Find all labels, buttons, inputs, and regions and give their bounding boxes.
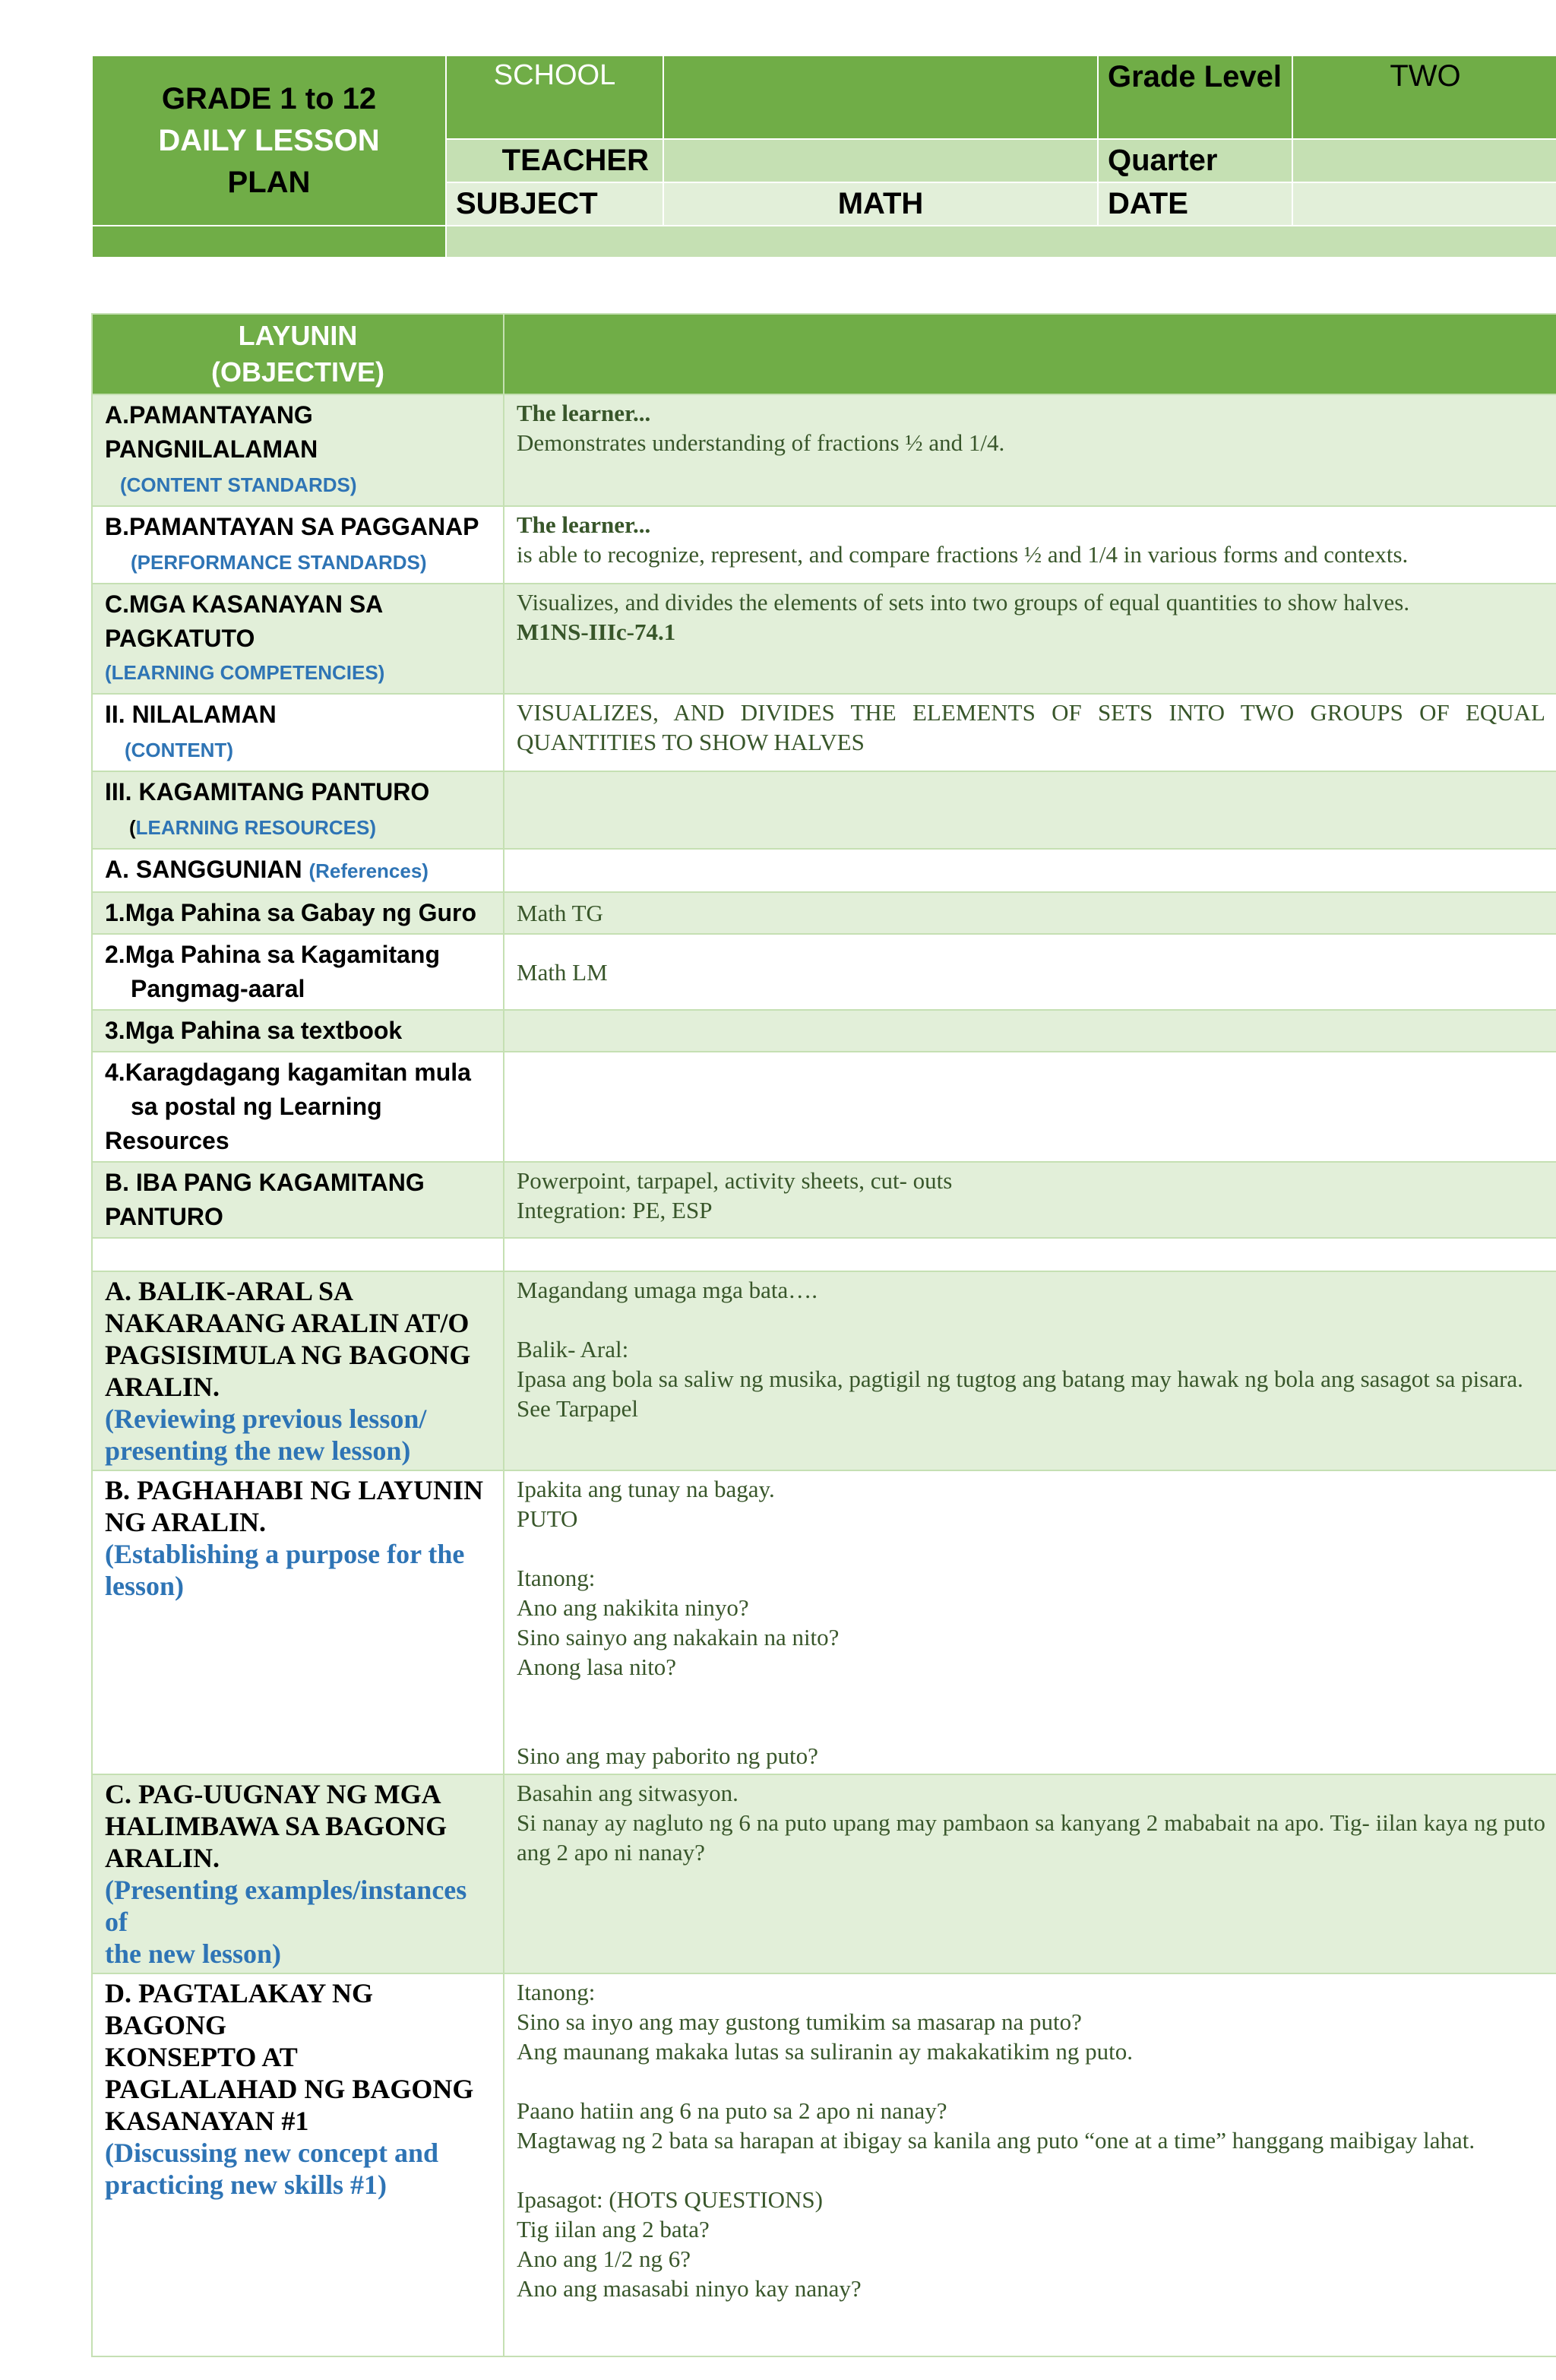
header-spacer-left [92, 226, 446, 258]
review-title: A. BALIK-ARAL SA NAKARAANG ARALIN AT/O PAGSISIMULA NG BAGONG ARALIN. [105, 1276, 471, 1402]
learning-resources-row [92, 771, 1556, 849]
examples-line-2: Si nanay ay nagluto ng 6 na puto upang may pambaon sa kanyang 2 mababait na apo. Tig- iilan kaya ng puto ang 2 apo ni nanay? [517, 1809, 1545, 1866]
lm-pages-row [92, 934, 1556, 1010]
review-greeting: Magandang umaga mga bata…. [517, 1277, 818, 1303]
references-sublabel: (References) [308, 859, 429, 882]
additional-materials-title-2: sa postal ng Learning [131, 1093, 382, 1120]
date-value[interactable] [1292, 182, 1556, 226]
tg-pages-value: Math TG [504, 892, 1556, 934]
discussion-hots: Ipasagot: (HOTS QUESTIONS) [517, 2186, 823, 2213]
lm-pages-title-1: 2.Mga Pahina sa Kagamitang [105, 941, 441, 968]
content-standards-sublabel: (CONTENT STANDARDS) [120, 473, 357, 496]
content-title: II. NILALAMAN [105, 701, 277, 728]
purpose-title: B. PAGHAHABI NG LAYUNIN NG ARALIN. [105, 1475, 484, 1537]
learning-resources-sublabel: LEARNING RESOURCES) [135, 816, 377, 839]
additional-materials-label [92, 1052, 504, 1162]
purpose-question-4: Sino ang may paborito ng puto? [517, 1742, 818, 1769]
title-line-3: PLAN [227, 165, 311, 199]
tg-pages-row [92, 892, 1556, 934]
review-heading: Balik- Aral: [517, 1336, 629, 1362]
discussion-hots-2: Ano ang 1/2 ng 6? [517, 2245, 691, 2272]
teacher-label: TEACHER [446, 139, 663, 182]
learning-competencies-title: C.MGA KASANAYAN SA PAGKATUTO [105, 590, 383, 652]
performance-standards-row [92, 506, 1556, 584]
examples-sublabel-2: the new lesson) [105, 1938, 281, 1969]
content-standards-row [92, 394, 1556, 506]
learning-competencies-sublabel: (LEARNING COMPETENCIES) [105, 661, 385, 684]
purpose-question-3: Anong lasa nito? [517, 1654, 677, 1680]
examples-title: C. PAG-UUGNAY NG MGA HALIMBAWA SA BAGONG ARALIN. [105, 1779, 448, 1873]
performance-standards-sublabel: (PERFORMANCE STANDARDS) [131, 551, 427, 574]
references-label [92, 849, 504, 892]
tg-pages-label: 1.Mga Pahina sa Gabay ng Guro [92, 892, 504, 934]
grade-level-value: TWO [1292, 55, 1556, 139]
purpose-question-2: Sino sainyo ang nakakain na nito? [517, 1624, 840, 1650]
learning-resources-title: III. KAGAMITANG PANTURO [105, 778, 430, 805]
other-materials-line-2: Integration: PE, ESP [517, 1197, 713, 1223]
spacer-row [92, 1238, 1556, 1271]
content-label [92, 694, 504, 771]
lm-pages-value: Math LM [504, 934, 1556, 1010]
review-label [92, 1271, 504, 1470]
learning-competencies-text: Visualizes, and divides the elements of sets into two groups of equal quantities to show halves. [517, 589, 1410, 616]
discussion-ask: Itanong: [517, 1979, 596, 2005]
spacer-left [92, 1238, 504, 1271]
content-standards-lead: The learner... [517, 400, 651, 426]
purpose-row [92, 1470, 1556, 1774]
content-standards-title: A.PAMANTAYANG PANGNILALAMAN [105, 401, 318, 463]
objective-heading-line-2: (OBJECTIVE) [210, 356, 385, 388]
learning-resources-value [504, 771, 1556, 849]
objective-heading-line-1: LAYUNIN [238, 320, 358, 351]
title-line-2: DAILY LESSON [158, 123, 380, 157]
subject-value: MATH [663, 182, 1098, 226]
discussion-question-1: Sino sa inyo ang may gustong tumikim sa masarap na puto? [517, 2008, 1082, 2035]
review-sublabel: (Reviewing previous lesson/ presenting the new lesson) [105, 1404, 427, 1466]
examples-sublabel-1: (Presenting examples/instances of [105, 1875, 467, 1937]
date-label: DATE [1098, 182, 1292, 226]
header-spacer-right [446, 226, 1556, 258]
discussion-sublabel: (Discussing new concept and practicing new skills #1) [105, 2138, 439, 2200]
discussion-label [92, 1973, 504, 2356]
references-row [92, 849, 1556, 892]
discussion-question-4: Magtawag ng 2 bata sa harapan at ibigay sa kanila ang puto “one at a time” hanggang maibigay lahat. [517, 2127, 1475, 2154]
textbook-pages-label: 3.Mga Pahina sa textbook [92, 1010, 504, 1052]
purpose-ask: Itanong: [517, 1565, 596, 1591]
learning-competencies-value [504, 584, 1556, 694]
review-note: See Tarpapel [517, 1395, 638, 1422]
grade-level-label: Grade Level [1098, 55, 1292, 139]
performance-standards-text: is able to recognize, represent, and compare fractions ½ and 1/4 in various forms and contexts. [517, 541, 1409, 568]
objective-heading [92, 314, 504, 394]
spacer-right [504, 1238, 1556, 1271]
additional-materials-title-1: 4.Karagdagang kagamitan mula [105, 1059, 471, 1086]
school-label: SCHOOL [446, 55, 663, 139]
discussion-title-2: KONSEPTO AT PAGLALAHAD NG BAGONG KASANAYAN #1 [105, 2042, 474, 2136]
performance-standards-label [92, 506, 504, 584]
content-standards-text: Demonstrates understanding of fractions ½ and 1/4. [517, 429, 1005, 456]
header-table [91, 55, 1556, 258]
teacher-value[interactable] [663, 139, 1098, 182]
discussion-value [504, 1973, 1556, 2356]
purpose-question-1: Ano ang nakikita ninyo? [517, 1594, 749, 1621]
lm-pages-title-2: Pangmag-aaral [131, 975, 305, 1002]
content-row [92, 694, 1556, 771]
purpose-line-2: PUTO [517, 1505, 578, 1532]
purpose-sublabel: (Establishing a purpose for the lesson) [105, 1539, 465, 1601]
learning-resources-label [92, 771, 504, 849]
learning-competencies-row [92, 584, 1556, 694]
other-materials-value [504, 1162, 1556, 1238]
discussion-question-3: Paano hatiin ang 6 na puto sa 2 apo ni nanay? [517, 2097, 947, 2124]
learning-resources-paren: ( [129, 816, 136, 839]
content-sublabel: (CONTENT) [125, 739, 233, 761]
other-materials-row [92, 1162, 1556, 1238]
references-title: A. SANGGUNIAN [105, 856, 302, 883]
references-value [504, 849, 1556, 892]
review-instruction: Ipasa ang bola sa saliw ng musika, pagtigil ng tugtog ang batang may hawak ng bola ang sasagot sa pisara. [517, 1366, 1523, 1392]
performance-standards-lead: The learner... [517, 511, 651, 538]
other-materials-line-1: Powerpoint, tarpapel, activity sheets, cut- outs [517, 1167, 953, 1194]
objective-heading-blank [504, 314, 1556, 394]
lesson-plan-table [91, 313, 1556, 2357]
performance-standards-title: B.PAMANTAYAN SA PAGGANAP [105, 513, 479, 540]
examples-row [92, 1774, 1556, 1973]
review-row [92, 1271, 1556, 1470]
discussion-hots-3: Ano ang masasabi ninyo kay nanay? [517, 2275, 862, 2302]
quarter-value[interactable] [1292, 139, 1556, 182]
other-materials-label: B. IBA PANG KAGAMITANG PANTURO [92, 1162, 504, 1238]
content-standards-value [504, 394, 1556, 506]
examples-line-1: Basahin ang sitwasyon. [517, 1780, 738, 1806]
additional-materials-value [504, 1052, 1556, 1162]
discussion-hots-1: Tig iilan ang 2 bata? [517, 2216, 710, 2242]
examples-label [92, 1774, 504, 1973]
learning-competencies-label [92, 584, 504, 694]
content-value: VISUALIZES, AND DIVIDES THE ELEMENTS OF SETS INTO TWO GROUPS OF EQUAL QUANTITIES TO SHOW HALVES [504, 694, 1556, 771]
textbook-pages-row [92, 1010, 1556, 1052]
purpose-label [92, 1470, 504, 1774]
content-standards-label [92, 394, 504, 506]
review-value [504, 1271, 1556, 1470]
subject-label: SUBJECT [446, 182, 663, 226]
additional-materials-row [92, 1052, 1556, 1162]
discussion-row [92, 1973, 1556, 2356]
discussion-title-1: D. PAGTALAKAY NG BAGONG [105, 1978, 374, 2040]
dlp-title [92, 55, 446, 226]
learning-competencies-code: M1NS-IIIc-74.1 [517, 619, 676, 645]
discussion-question-2: Ang maunang makaka lutas sa suliranin ay makakatikim ng puto. [517, 2038, 1133, 2065]
title-line-1: GRADE 1 to 12 [161, 81, 377, 116]
performance-standards-value [504, 506, 1556, 584]
additional-materials-title-3: Resources [105, 1127, 229, 1154]
textbook-pages-value [504, 1010, 1556, 1052]
purpose-value [504, 1470, 1556, 1774]
quarter-label: Quarter [1098, 139, 1292, 182]
school-value[interactable] [663, 55, 1098, 139]
purpose-line-1: Ipakita ang tunay na bagay. [517, 1476, 775, 1502]
lm-pages-label [92, 934, 504, 1010]
examples-value [504, 1774, 1556, 1973]
